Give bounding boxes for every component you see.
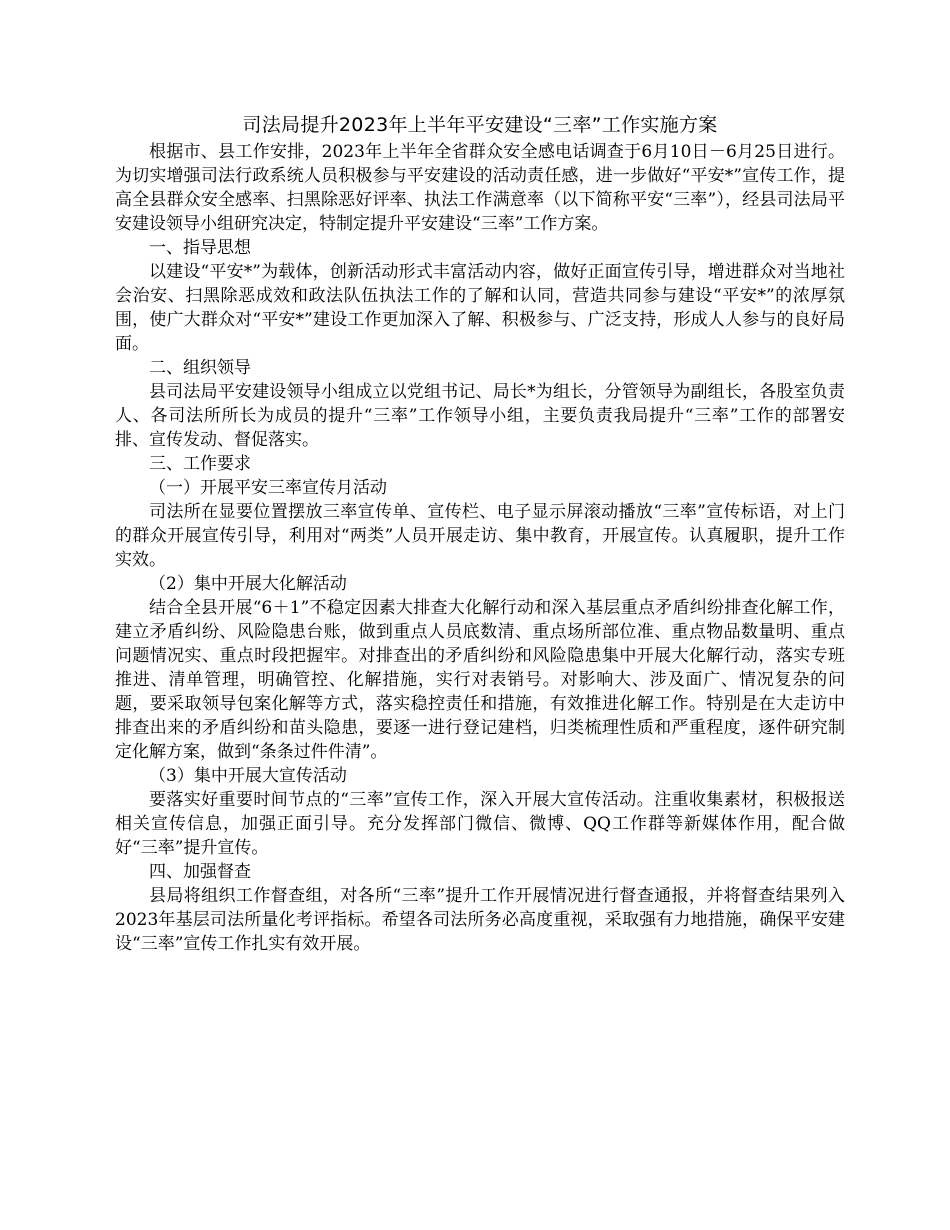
section-body-guiding-ideology: 以建设“平安*”为载体，创新活动形式丰富活动内容，做好正面宣传引导，增进群众对当地社会治安、扫黑除恶成效和政法队伍执法工作的了解和认同，营造共同参与建设“平安*”的浓厚氛围，使广大群众对“平安*”建设工作更加深入了解、积极参与、广泛支持，形成人人参与的良好局面。: [115, 262, 845, 354]
section-body-supervision: 县局将组织工作督查组，对各所“三率”提升工作开展情况进行督查通报，并将督查结果列入2023年基层司法所量化考评指标。希望各司法所务必高度重视，采取强有力地措施，确保平安建设“三率”宣传工作扎实有效开展。: [115, 886, 845, 954]
subsection-body-publicity: 要落实好重要时间节点的“三率”宣传工作，深入开展大宣传活动。注重收集素材，积极报送相关宣传信息，加强正面引导。充分发挥部门微信、微博、QQ工作群等新媒体作用，配合做好“三率”提升宣传。: [115, 790, 845, 858]
intro-paragraph: 根据市、县工作安排，2023年上半年全省群众安全感电话调查于6月10日－6月25日进行。为切实增强司法行政系统人员积极参与平安建设的活动责任感，进一步做好“平安*”宣传工作，提高全县群众安全感率、扫黑除恶好评率、执法工作满意率（以下简称平安“三率”），经县司法局平安建设领导小组研究决定，特制定提升平安建设“三率”工作方案。: [115, 142, 845, 234]
subsection-heading-resolution: （2）集中开展大化解活动: [149, 574, 347, 594]
subsection-heading-publicity-month: （一）开展平安三率宣传月活动: [149, 478, 387, 498]
subsection-body-publicity-month: 司法所在显要位置摆放三率宣传单、宣传栏、电子显示屏滚动播放“三率”宣传标语，对上门的群众开展宣传引导，利用对“两类”人员开展走访、集中教育，开展宣传。认真履职，提升工作实效。: [115, 502, 845, 570]
section-heading-supervision: 四、加强督查: [149, 862, 251, 882]
section-heading-guiding-ideology: 一、指导思想: [149, 238, 251, 258]
section-body-leadership: 县司法局平安建设领导小组成立以党组书记、局长*为组长，分管领导为副组长，各股室负责人、各司法所所长为成员的提升“三率”工作领导小组，主要负责我局提升“三率”工作的部署安排、宣传发动、督促落实。: [115, 382, 845, 450]
subsection-heading-publicity: （3）集中开展大宣传活动: [149, 766, 347, 786]
document-body: [115, 112, 845, 956]
section-heading-work-requirements: 三、工作要求: [149, 454, 251, 474]
document-title: 司法局提升2023年上半年平安建设“三率”工作实施方案: [242, 114, 718, 136]
section-heading-leadership: 二、组织领导: [149, 358, 251, 378]
subsection-body-resolution: 结合全县开展“6＋1”不稳定因素大排查大化解行动和深入基层重点矛盾纠纷排查化解工作，建立矛盾纠纷、风险隐患台账，做到重点人员底数清、重点场所部位准、重点物品数量明、重点问题情况实、重点时段把握牢。对排查出的矛盾纠纷和风险隐患集中开展大化解行动，落实专班推进、清单管理，明确管控、化解措施，实行对表销号。对影响大、涉及面广、情况复杂的问题，要采取领导包案化解等方式，落实稳控责任和措施，有效推进化解工作。特别是在大走访中排查出来的矛盾纠纷和苗头隐患，要逐一进行登记建档，归类梳理性质和严重程度，逐件研究制定化解方案，做到“条条过件件清”。: [115, 598, 845, 762]
